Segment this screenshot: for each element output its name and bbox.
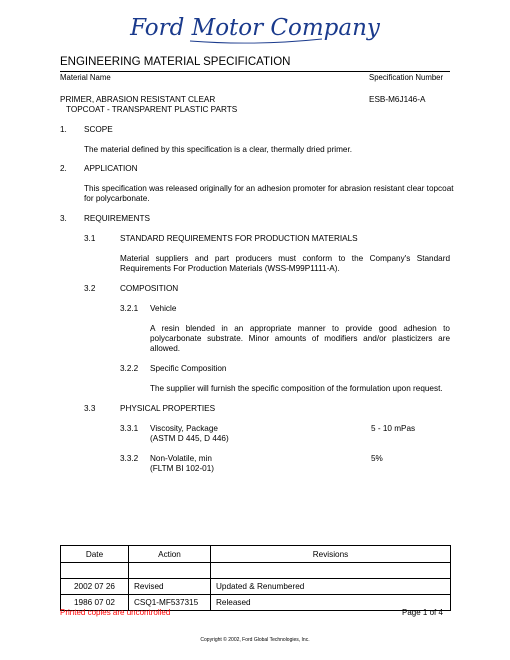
- section-3-3-1-number: 3.3.1: [120, 424, 139, 433]
- revision-table-header: [61, 546, 451, 563]
- section-3-2-1-title: Vehicle: [150, 304, 177, 313]
- section-3-1-number: 3.1: [84, 234, 96, 243]
- section-3-3-title: PHYSICAL PROPERTIES: [120, 404, 216, 413]
- row-revision: [211, 563, 451, 579]
- document-title: ENGINEERING MATERIAL SPECIFICATION: [60, 56, 291, 68]
- section-3-3-2-method: (FLTM BI 102-01): [150, 464, 214, 473]
- table-row: [61, 563, 451, 579]
- section-3-3-2-value: 5%: [371, 454, 383, 463]
- section-3-3-2-title: Non-Volatile, min: [150, 454, 212, 463]
- section-3-3-number: 3.3: [84, 404, 96, 413]
- header-action: Action: [129, 546, 211, 563]
- copyright-notice: Copyright © 2002, Ford Global Technologies, Inc.: [200, 637, 310, 643]
- material-name-line2: TOPCOAT - TRANSPARENT PLASTIC PARTS: [66, 105, 238, 114]
- section-3-2-1-number: 3.2.1: [120, 304, 139, 313]
- section-2-number: 2.: [60, 164, 67, 173]
- section-3-3-1-title: Viscosity, Package: [150, 424, 218, 433]
- section-1-number: 1.: [60, 125, 67, 134]
- row-revision: Released: [211, 595, 451, 611]
- table-row: [61, 579, 451, 595]
- revision-table: [60, 545, 451, 611]
- row-revision: Updated & Renumbered: [211, 579, 451, 595]
- section-2-title: APPLICATION: [84, 164, 138, 173]
- section-3-3-1-method: (ASTM D 445, D 446): [150, 434, 229, 443]
- section-3-1-text-line1: Material suppliers and part producers must conform to the Company's Standard: [120, 254, 450, 263]
- section-3-2-2-title: Specific Composition: [150, 364, 227, 373]
- material-name-line1: PRIMER, ABRASION RESISTANT CLEAR: [60, 95, 216, 104]
- section-3-2-2-text: The supplier will furnish the specific composition of the formulation upon request.: [150, 384, 443, 393]
- section-2-text-line2: for polycarbonate.: [84, 194, 150, 203]
- section-1-title: SCOPE: [84, 125, 113, 134]
- spec-number: ESB-M6J146-A: [369, 95, 426, 104]
- header-date: Date: [61, 546, 129, 563]
- section-3-1-text-line2: Requirements For Production Materials (WSS-M99P1111-A).: [120, 264, 340, 273]
- material-name-label: Material Name: [60, 73, 111, 82]
- row-date: 2002 07 26: [61, 579, 129, 595]
- uncontrolled-notice: Printed copies are uncontrolled: [60, 608, 171, 617]
- spec-number-label: Specification Number: [369, 73, 444, 82]
- section-3-3-1-value: 5 - 10 mPas: [371, 424, 416, 433]
- header-revisions: Revisions: [211, 546, 451, 563]
- ford-logo: [130, 10, 380, 46]
- section-3-title: REQUIREMENTS: [84, 214, 150, 223]
- row-action: CSQ1-MF537315: [129, 595, 211, 611]
- section-3-2-2-number: 3.2.2: [120, 364, 139, 373]
- ford-logo-text: Ford Motor Company: [130, 15, 380, 41]
- section-3-number: 3.: [60, 214, 67, 223]
- page-number: Page 1 of 4: [402, 608, 443, 617]
- section-3-3-2-number: 3.3.2: [120, 454, 139, 463]
- title-rule: [60, 71, 450, 72]
- row-date: [61, 563, 129, 579]
- section-3-1-title: STANDARD REQUIREMENTS FOR PRODUCTION MATERIALS: [120, 234, 358, 243]
- section-2-text-line1: This specification was released originally for an adhesion promoter for abrasion resistant clear topcoat: [84, 184, 454, 193]
- section-3-2-1-text-line3: allowed.: [150, 344, 181, 353]
- row-action: Revised: [129, 579, 211, 595]
- section-1-text: The material defined by this specification is a clear, thermally dried primer.: [84, 145, 353, 154]
- section-3-2-title: COMPOSITION: [120, 284, 179, 293]
- section-3-2-1-text-line1: A resin blended in an appropriate manner to provide good adhesion to: [150, 324, 450, 333]
- row-date: 1986 07 02: [61, 595, 129, 611]
- row-action: [129, 563, 211, 579]
- section-3-2-1-text-line2: polycarbonate substrate. Minor amounts of modifiers and/or plasticizers are: [150, 334, 450, 343]
- section-3-2-number: 3.2: [84, 284, 96, 293]
